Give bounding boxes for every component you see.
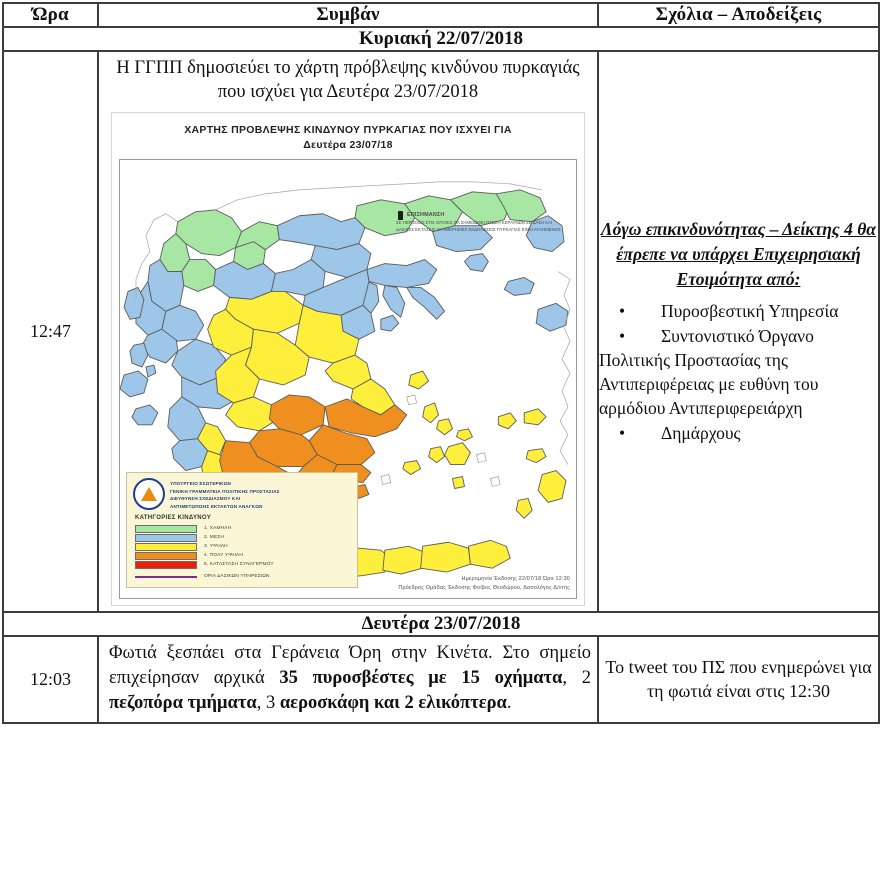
legend-label-1: 1. ΧΑΜΗΛΗ <box>204 526 232 532</box>
map-title-line1: ΧΑΡΤΗΣ ΠΡΟΒΛΕΨΗΣ ΚΙΝΔΥΝΟΥ ΠΥΡΚΑΓΙΑΣ ΠΟΥ ΙΣΧΥΕΙ ΓΙΑ <box>184 123 512 136</box>
map-note-body: ΣΕ ΠΕΡΙΟΧΕΣ ΣΤΙΣ ΟΠΟΙΕΣ ΘΑ ΣΗΜΕΙΩΘΕΙ ΠΤΩΣΗ ΚΕΡΑΥΝΩΝ ΣΕ ΔΑΣΗ ΚΑΙ ΔΑΣΙΚΕΣ ΕΚΤΑΣΕΙΣ ΟΙ ΗΜΕΡΗΣΙΕΣ ΕΚΔΗΛΩΣΕΙΣ ΠΥΡΚΑΓΙΑΣ ΕΙΝΑΙ ΑΥΞΗΜΕΝΟΣ <box>396 220 561 232</box>
region-yellow-rethymno <box>383 546 425 574</box>
row2-event-text <box>99 637 597 721</box>
legend-row <box>135 533 351 542</box>
region-blue-lefkada <box>130 343 148 367</box>
region-yellow-ikaria <box>498 413 516 429</box>
region-yellow-karpathos <box>516 499 532 519</box>
list-item-label: Συντονιστικό Όργανο Πολιτικής Προστασίας της Αντιπεριφέρειας με ευθύνη του αρμόδιου Αντιπεριφερειάρχη <box>599 326 819 418</box>
civil-protection-emblem-icon <box>133 478 165 510</box>
region-yellow-andros <box>423 403 439 423</box>
org-line-4: ΑΝΤΙΜΕΤΩΠΙΣΗΣ ΕΚΤΑΚΤΩΝ ΑΝΑΓΚΩΝ <box>170 503 263 509</box>
header-time: Ώρα <box>3 3 98 27</box>
map-title <box>116 119 580 159</box>
emphasis-run: πεζοπόρα τμήματα <box>109 692 257 713</box>
map-footer <box>398 575 570 593</box>
row1-time: 12:47 <box>3 51 98 612</box>
legend-row <box>135 551 351 560</box>
map-note-box <box>396 212 562 233</box>
region-yellow-mykonos <box>457 429 473 441</box>
emblem-triangle-icon <box>141 487 157 501</box>
legend-swatch-boundary <box>135 576 197 578</box>
legend-label-boundary: ΟΡΙΑ ΔΑΣΙΚΩΝ ΥΠΗΡΕΣΙΩΝ <box>204 574 270 580</box>
region-blue-ithaki <box>146 365 156 377</box>
region-outline-turkey-coast <box>558 272 570 465</box>
legend-label-2: 2. ΜΕΣΗ <box>204 535 225 541</box>
legend-rows <box>135 524 351 581</box>
list-item-label: Δημάρχους <box>661 423 741 444</box>
text-run: , 2 <box>562 668 591 689</box>
row2-notes <box>598 636 879 722</box>
map-legend <box>126 472 358 588</box>
legend-swatch-2 <box>135 534 197 542</box>
legend-row <box>135 542 351 551</box>
row1-notes-list <box>599 300 878 447</box>
header-event: Συμβάν <box>98 3 598 27</box>
list-item <box>599 325 878 420</box>
legend-label-5: 5. ΚΑΤΑΣΤΑΣΗ ΣΥΝΑΓΕΡΜΟΥ <box>204 562 274 568</box>
org-line-1: ΥΠΟΥΡΓΕΙΟ ΕΣΩΤΕΡΙΚΩΝ <box>170 481 231 487</box>
legend-row <box>135 524 351 533</box>
region-blue-kefalonia <box>120 371 148 397</box>
region-yellow-kos <box>526 449 546 463</box>
legend-swatch-1 <box>135 525 197 533</box>
note-marker-icon <box>398 211 403 220</box>
legend-label-4: 4. ΠΟΛΥ ΥΨΗΛΗ <box>204 553 243 559</box>
fire-risk-map <box>112 113 584 605</box>
region-blue-athos <box>407 288 445 320</box>
row1-notes-heading: Λόγω επικινδυνότητας – Δείκτης 4 θα έπρεπε να υπάρχει Επιχειρησιακή Ετοιμότητα από: <box>601 218 876 289</box>
day-label-monday: Δευτέρα 23/07/2018 <box>3 612 879 636</box>
legend-row <box>135 560 351 569</box>
region-yellow-skyros <box>409 371 429 389</box>
org-line-3: ΔΙΕΥΘΥΝΣΗ ΣΧΕΔΙΑΣΜΟΥ ΚΑΙ <box>170 496 241 502</box>
region-yellow-samos <box>524 409 546 425</box>
region-yellow-naxos <box>445 443 471 465</box>
region-yellow-milos <box>403 461 421 475</box>
bullet-icon: • <box>619 423 626 444</box>
table-header-row <box>3 3 879 27</box>
bullet-icon: • <box>619 326 626 347</box>
row1-event <box>98 51 598 612</box>
list-item-label: Πυροσβεστική Υπηρεσία <box>661 300 839 321</box>
emphasis-run: 35 πυροσβέστες με 15 οχήματα <box>279 668 563 689</box>
region-yellow-heraklion <box>421 543 471 573</box>
region-green-grevena <box>182 260 216 292</box>
map-title-line2: Δευτέρα 23/07/18 <box>303 139 393 152</box>
day-label-sunday: Κυριακή 22/07/2018 <box>3 27 879 51</box>
list-item <box>599 300 878 324</box>
text-run: Φωτιά ξεσπάει στα Γεράνεια Όρη στην Κινέτα. Στο σημείο επιχείρησαν αρχικά <box>109 643 591 689</box>
row2-time: 12:03 <box>3 636 98 722</box>
region-yellow-paros <box>429 447 445 463</box>
text-run: , 3 <box>256 692 280 713</box>
region-yellow-santorini <box>453 477 465 489</box>
region-blue-skiathos <box>381 316 399 332</box>
legend-swatch-4 <box>135 552 197 560</box>
legend-organisation <box>170 478 280 510</box>
region-blue-sithonia <box>383 286 405 318</box>
region-yellow-rhodes <box>538 471 566 503</box>
legend-header <box>133 478 351 510</box>
emphasis-run: αεροσκάφη και 2 ελικόπτερα <box>279 692 507 713</box>
table-row-2 <box>3 636 879 722</box>
day-separator-row-2 <box>3 612 879 636</box>
region-blue-limnos <box>504 278 534 296</box>
region-yellow-lasithi <box>468 541 510 569</box>
day-separator-row-1 <box>3 27 879 51</box>
legend-label-3: 3. ΥΨΗΛΗ <box>204 544 228 550</box>
region-blue-thasos <box>464 254 488 272</box>
org-line-2: ΓΕΝΙΚΗ ΓΡΑΜΜΑΤΕΙΑ ΠΟΛΙΤΙΚΗΣ ΠΡΟΣΤΑΣΙΑΣ <box>170 488 280 494</box>
row1-event-heading: Η ΓΓΠΠ δημοσιεύει το χάρτη πρόβλεψης κινδύνου πυρκαγιάς που ισχύει για Δευτέρα 23/07/2018 <box>116 58 580 103</box>
events-table <box>2 2 880 724</box>
legend-swatch-3 <box>135 543 197 551</box>
row2-event <box>98 636 598 722</box>
region-yellow-tinos <box>437 419 453 435</box>
map-issue-datetime: Ημερομηνία Έκδοσης 22/07/18 Ώρα 12:30 <box>461 575 570 582</box>
legend-row-boundary <box>135 572 351 581</box>
map-frame <box>119 159 577 599</box>
legend-swatch-5 <box>135 561 197 569</box>
region-blue-lesvos <box>536 304 568 332</box>
legend-title: ΚΑΤΗΓΟΡΙΕΣ ΚΙΝΔΥΝΟΥ <box>135 515 212 522</box>
bullet-icon: • <box>619 300 626 321</box>
region-blue-zakynthos <box>132 405 158 425</box>
header-notes: Σχόλια – Αποδείξεις <box>598 3 879 27</box>
map-note-title: ΕΠΙΣΗΜΑΝΣΗ <box>407 212 445 219</box>
table-row-1 <box>3 51 879 612</box>
row1-notes <box>598 51 879 612</box>
map-issuer: Πρόεδρος Ομάδας Έκδοσης Φοίβος Θεοδώρου, Δασολόγος Δ/ντής <box>398 585 570 592</box>
region-blue-kilkis <box>277 214 365 250</box>
document-page <box>0 2 880 882</box>
list-item <box>599 422 878 446</box>
text-run: . <box>506 692 512 713</box>
row2-notes-text: Το tweet του ΠΣ που ενημερώνει για τη φωτιά είναι στις 12:30 <box>605 656 872 702</box>
region-blue-chalkidiki <box>367 260 437 288</box>
